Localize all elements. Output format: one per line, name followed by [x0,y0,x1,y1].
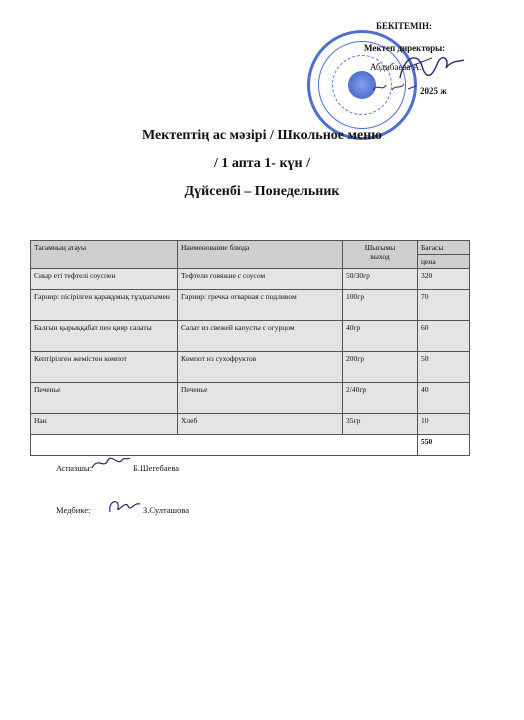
nurse-name: З.Султашова [143,505,190,515]
dish-name-ru: Гарнир: гречка отварная с подливом [178,290,343,321]
header-price-kz: Бағасы [418,241,469,255]
table-row [31,414,470,435]
dish-name-ru: Салат из свежей капусты с огурцом [178,321,343,352]
date-handwritten [370,80,420,94]
dish-price: 60 [418,321,470,352]
dish-yield: 100гр [343,290,418,321]
total-price: 550 [418,435,470,456]
dish-yield: 2/40гр [343,383,418,414]
approval-position: Мектеп директоры: [364,43,446,53]
header-price-ru: цена [421,257,436,266]
dish-name-ru: Тефтели говяжие с соусом [178,269,343,290]
header-name-kz: Тағамның атауы [31,241,178,269]
dish-name-kz: Нан [31,414,178,435]
dish-yield: 50/30гр [343,269,418,290]
header-price [418,241,470,269]
table-row [31,352,470,383]
dish-price: 320 [418,269,470,290]
header-name-ru: Наименование блюда [178,241,343,269]
menu-title: Мектептің ас мәзірі / Школьное меню [142,128,382,143]
table-row [31,383,470,414]
dish-yield: 200гр [343,352,418,383]
dish-price: 50 [418,352,470,383]
approval-date: 2025 ж [420,86,447,96]
dish-yield: 35гр [343,414,418,435]
nurse-label: Медбике: [56,505,91,515]
header-yield [343,241,418,269]
dish-name-ru: Печенье [178,383,343,414]
table-row [31,290,470,321]
table-row [31,321,470,352]
dish-name-ru: Компот из сухофруктов [178,352,343,383]
nurse-signature [104,494,144,518]
week-day-subtitle: / 1 апта 1- күн / [213,156,310,171]
menu-table [30,240,470,456]
dish-yield: 40гр [343,321,418,352]
cook-label: Аспазшы: [56,463,92,473]
dish-name-kz: Кептірілген жемістен компот [31,352,178,383]
dish-name-kz: Балғын қырыққабат пен қияр салаты [31,321,178,352]
approval-name: Абдибаева А. [370,62,422,72]
cook-signature [88,452,132,474]
dish-name-kz: Печенье [31,383,178,414]
dish-name-kz: Сиыр еті тефтелі соуспен [31,269,178,290]
dish-price: 40 [418,383,470,414]
header-yield-ru: выход [370,252,390,261]
dish-name-kz: Гарнир: пісірілген қарақұмық тұздығымен [31,290,178,321]
cook-name: Б.Шегебаева [133,463,180,473]
dish-price: 10 [418,414,470,435]
table-header-row [31,241,470,269]
table-row [31,269,470,290]
dish-price: 70 [418,290,470,321]
weekday-title: Дүйсенбі – Понедельник [184,184,340,199]
dish-name-ru: Хлеб [178,414,343,435]
approval-heading: БЕКІТЕМІН: [376,21,432,31]
header-yield-kz: Шығымы [364,243,396,252]
